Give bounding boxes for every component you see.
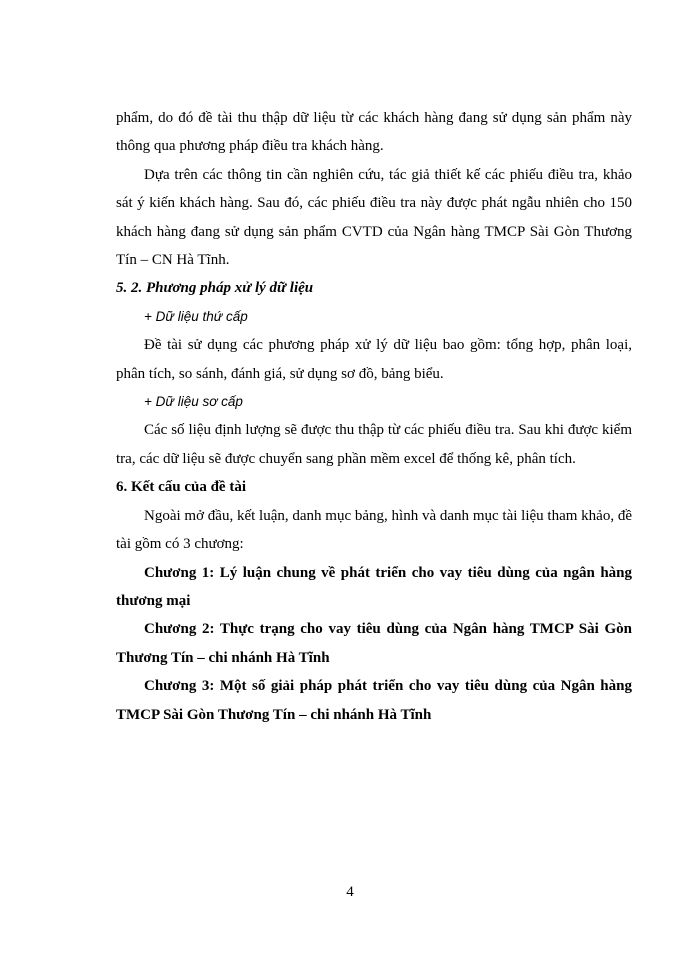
- paragraph-processing-methods: Đề tài sử dụng các phương pháp xử lý dữ liệu bao gồm: tổng hợp, phân loại, phân tích, so sánh, đánh giá, sử dụng sơ đồ, bảng biểu.: [116, 337, 632, 382]
- page-number: 4: [346, 884, 354, 900]
- paragraph-survey-design: Dựa trên các thông tin cần nghiên cứu, tác giả thiết kế các phiếu điều tra, khảo sát ý kiến khách hàng. Sau đó, các phiếu điều tra này được phát ngẫu nhiên cho 150 khách hàng đang sử dụng sản phẩm CVTD của Ngân hàng TMCP Sài Gòn Thương Tín – CN Hà Tĩnh.: [116, 166, 632, 269]
- chapter-3: Chương 3: Một số giải pháp phát triển cho vay tiêu dùng của Ngân hàng TMCP Sài Gòn Thương Tín – chi nhánh Hà Tĩnh: [116, 678, 632, 723]
- chapter-2: Chương 2: Thực trạng cho vay tiêu dùng của Ngân hàng TMCP Sài Gòn Thương Tín – chi nhánh Hà Tĩnh: [116, 621, 632, 666]
- paragraph-data-collection: phẩm, do đó đề tài thu thập dữ liệu từ các khách hàng đang sử dụng sản phẩm này thông qua phương pháp điều tra khách hàng.: [116, 110, 632, 155]
- document-body: [116, 104, 632, 729]
- subitem-primary-data: + Dữ liệu sơ cấp: [144, 394, 243, 410]
- heading-data-processing: 5. 2. Phương pháp xử lý dữ liệu: [116, 280, 314, 297]
- heading-thesis-structure: 6. Kết cấu của đề tài: [116, 479, 246, 496]
- chapter-1: Chương 1: Lý luận chung về phát triển cho vay tiêu dùng của ngân hàng thương mại: [116, 564, 632, 609]
- subitem-secondary-data: + Dữ liệu thứ cấp: [144, 308, 248, 324]
- paragraph-structure-intro: Ngoài mở đầu, kết luận, danh mục bảng, hình và danh mục tài liệu tham khảo, đề tài gồm có 3 chương:: [116, 507, 632, 553]
- paragraph-quantitative-data: Các số liệu định lượng sẽ được thu thập từ các phiếu điều tra. Sau khi được kiểm tra, các dữ liệu sẽ được chuyển sang phần mềm excel để thống kê, phân tích.: [116, 422, 632, 467]
